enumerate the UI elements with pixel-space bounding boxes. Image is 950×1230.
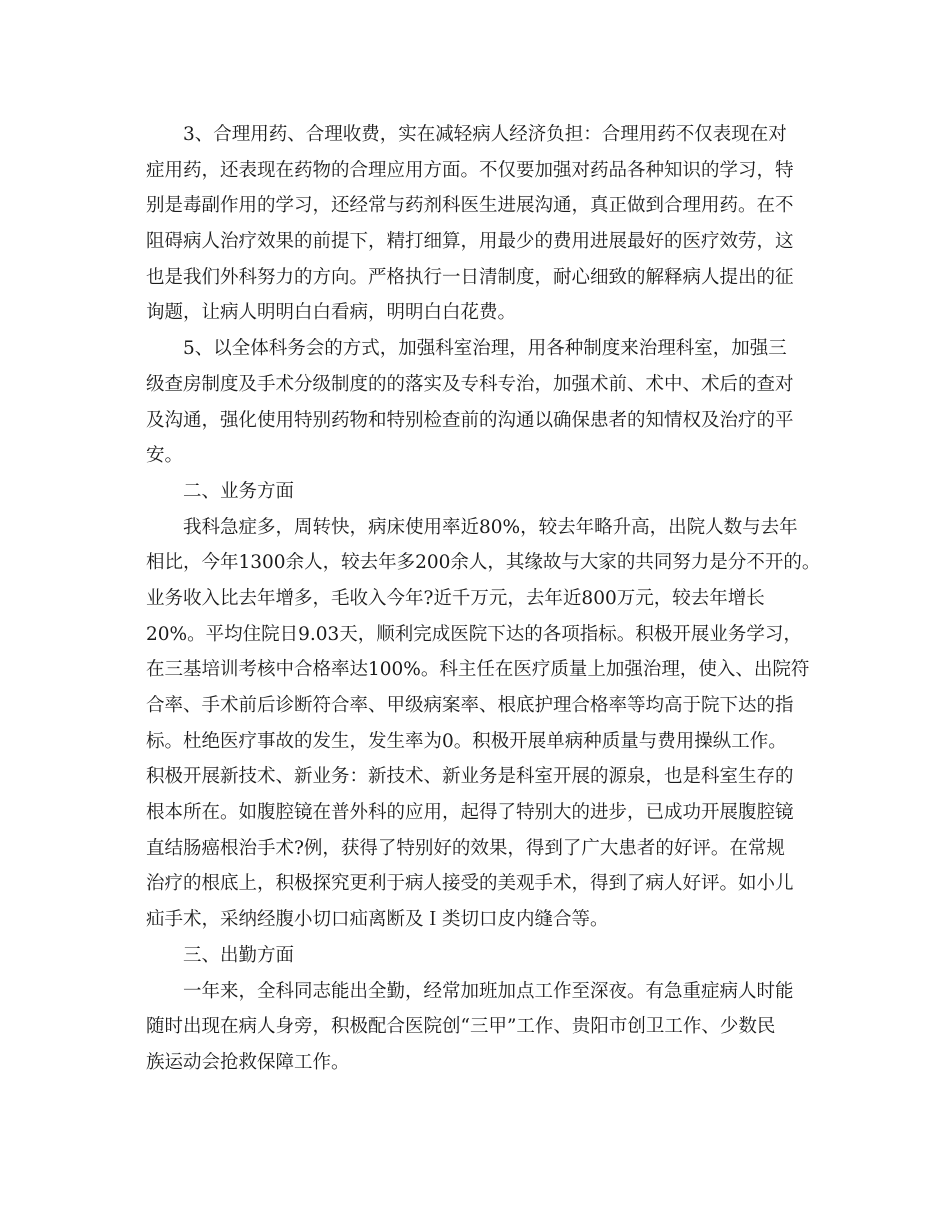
text-line: 别是毒副作用的学习，还经常与药剂科医生进展沟通，真正做到合理用药。在不 — [146, 195, 794, 217]
text-line: 直结肠癌根治手术?例，获得了特别好的效果，得到了广大患者的好评。在常规 — [146, 837, 785, 859]
text-line: 根本所在。如腹腔镜在普外科的应用，起得了特别大的进步，已成功开展腹腔镜 — [146, 802, 794, 824]
text-line: 治疗的根底上，积极探究更利于病人接受的美观手术，得到了病人好评。如小儿 — [146, 873, 794, 895]
text-line: 5、以全体科务会的方式，加强科室治理，用各种制度来治理科室，加强三 — [183, 338, 787, 360]
text-line: 安。 — [146, 445, 184, 467]
text-line: 级查房制度及手术分级制度的的落实及专科专治，加强术前、术中、术后的查对 — [146, 373, 794, 395]
text-line: 业务收入比去年增多，毛收入今年?近千万元，去年近800万元，较去年增长 — [146, 587, 765, 609]
section-heading: 三、出勤方面 — [183, 944, 295, 966]
text-line: 在三基培训考核中合格率达100%。科主任在医疗质量上加强治理，使入、出院符 — [146, 659, 810, 681]
text-line: 症用药，还表现在药物的合理应用方面。不仅要加强对药品各种知识的学习，特 — [146, 159, 794, 181]
text-line: 也是我们外科努力的方向。严格执行一日清制度，耐心细致的解释病人提出的征 — [146, 266, 794, 288]
text-line: 及沟通，强化使用特别药物和特别检查前的沟通以确保患者的知情权及治疗的平 — [146, 409, 794, 431]
text-line: 一年来，全科同志能出全勤，经常加班加点工作至深夜。有急重症病人时能 — [183, 980, 794, 1002]
text-line: 3、合理用药、合理收费，实在减轻病人经济负担：合理用药不仅表现在对 — [183, 124, 787, 145]
text-line: 阻碍病人治疗效果的前提下，精打细算，用最少的费用进展最好的医疗效劳，这 — [146, 231, 794, 253]
text-line: 20%。平均住院日9.03天，顺利完成医院下达的各项指标。积极开展业务学习， — [146, 623, 802, 645]
text-line: 合率、手术前后诊断符合率、甲级病案率、根底护理合格率等均高于院下达的指 — [146, 695, 794, 716]
text-line: 相比，今年1300余人，较去年多200余人，其缘故与大家的共同努力是分不开的。 — [146, 552, 821, 574]
document-body — [146, 117, 826, 1081]
section-heading: 二、业务方面 — [183, 480, 295, 502]
text-line: 标。杜绝医疗事故的发生，发生率为0。积极开展单病种质量与费用操纵工作。 — [146, 730, 787, 752]
text-line: 族运动会抢救保障工作。 — [146, 1051, 350, 1073]
text-line: 疝手术，采纳经腹小切口疝离断及Ｉ类切口皮内缝合等。 — [146, 909, 609, 931]
text-line: 随时出现在病人身旁，积极配合医院创“三甲”工作、贵阳市创卫工作、少数民 — [146, 1016, 776, 1038]
text-line: 我科急症多，周转快，病床使用率近80%，较去年略升高，出院人数与去年 — [183, 516, 798, 538]
text-line: 积极开展新技术、新业务：新技术、新业务是科室开展的源泉，也是科室生存的 — [146, 766, 794, 788]
text-line: 询题，让病人明明白白看病，明明白白花费。 — [146, 302, 517, 324]
